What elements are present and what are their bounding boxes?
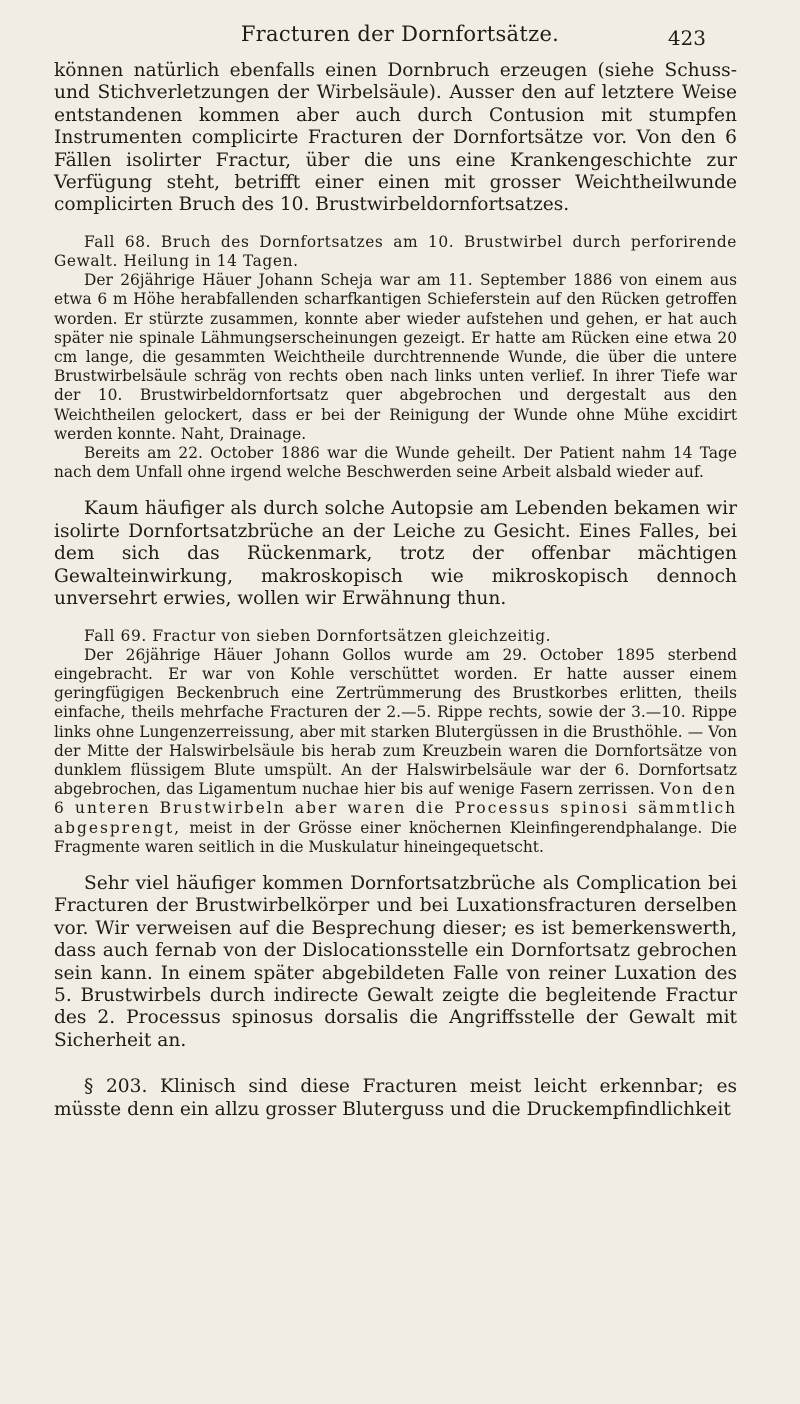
autopsy-paragraph: Kaum häufiger als durch solche Autopsie am Lebenden bekamen wir isolirte Dornfortsatzbrüche an der Leiche zu Gesicht. Eines Falles, bei dem sich das Rückenmark, trotz der offenbar mächtigen Gewalteinwirkung, makroskopisch wie mikroskopisch dennoch unversehrt erwies, wollen wir Erwähnung thun. <box>54 498 737 610</box>
case-69-text-after: meist in der Grösse einer knöchernen Kleinfingerendphalange. Die Fragmente waren seitlich in die Muskulatur hineingequetscht. <box>54 818 737 856</box>
section-203-paragraph: § 203. Klinisch sind diese Fracturen meist leicht erkennbar; es müsste denn ein allzu grosser Bluterguss und die Druckempfindlichkeit <box>54 1076 737 1120</box>
complication-paragraph: Sehr viel häufiger kommen Dornfortsatzbrüche als Complication bei Fracturen der Brustwirbelkörper und bei Luxationsfracturen derselben vor. Wir verweisen auf die Besprechung dieser; es ist bemerkenswerth, dass auch fernab von der Dislocationsstelle ein Dornfortsatz gebrochen sein kann. In einem später abgebildeten Falle von reiner Luxation des 5. Brustwirbels durch indirecte Gewalt zeigte die begleitende Fractur des 2. Processus spinosus dorsalis die Angriffsstelle der Gewalt mit Sicherheit an. <box>54 872 737 1051</box>
case-68-title: Fall 68. Bruch des Dornfortsatzes am 10. Brustwirbel durch perforirende Gewalt. Heilung in 14 Tagen. <box>54 232 737 271</box>
case-68-paragraph-2: Bereits am 22. October 1886 war die Wunde geheilt. Der Patient nahm 14 Tage nach dem Unfall ohne irgend welche Beschwerden seine Arbeit alsbald wieder auf. <box>54 444 737 482</box>
page-body <box>54 60 737 1121</box>
page-header <box>0 22 800 52</box>
running-title: Fracturen der Dornfortsätze. <box>240 22 560 46</box>
intro-paragraph: können natürlich ebenfalls einen Dornbruch erzeugen (siehe Schuss- und Stichverletzungen der Wirbelsäule). Ausser den auf letztere Weise entstandenen kommen aber auch durch Contusion mit stumpfen Instrumenten complicirte Fracturen der Dornfortsätze vor. Von den 6 Fällen isolirter Fractur, über die uns eine Krankengeschichte zur Verfügung steht, betrifft einer einen mit grosser Weichtheilwunde complicirten Bruch des 10. Brustwirbeldornfortsatzes. <box>54 60 737 216</box>
case-69-emphasis: Von den 6 unteren Brustwirbeln aber waren die Processus spinosi sämmtlich abgesprengt, <box>54 780 737 837</box>
case-69-title: Fall 69. Fractur von sieben Dornfortsätzen gleichzeitig. <box>84 626 552 645</box>
case-69-paragraph <box>54 646 737 857</box>
case-69-text-before: Der 26jährige Häuer Johann Gollos wurde am 29. October 1895 sterbend eingebracht. Er war von Kohle verschüttet worden. Er hatte ausser einem geringfügigen Beckenbruch eine Zertrümmerung des Brustkorbes erlitten, theils einfache, theils mehrfache Fracturen der 2.—5. Rippe rechts, sowie der 3.—10. Rippe links ohne Lungenzerreissung, aber mit starken Blutergüssen in die Brusthöhle. — Von der Mitte der Halswirbelsäule bis herab zum Kreuzbein waren die Dornfortsätze von dunklem flüssigem Blute umspült. An der Halswirbelsäule war der 6. Dornfortsatz abgebrochen, das Ligamentum nuchae hier bis auf wenige Fasern zerrissen. <box>54 645 737 799</box>
case-68-paragraph-1: Der 26jährige Häuer Johann Scheja war am 11. September 1886 von einem aus etwa 6 m Höhe herabfallenden scharfkantigen Schieferstein auf den Rücken getroffen worden. Er stürzte zusammen, konnte aber wieder aufstehen und gehen, er hat auch später nie spinale Lähmungserscheinungen gezeigt. Er hatte am Rücken eine etwa 20 cm lange, die gesammten Weichtheile durchtrennende Wunde, die über die untere Brustwirbelsäule schräg von rechts oben nach links unten verlief. In ihrer Tiefe war der 10. Brustwirbeldornfortsatz quer abgebrochen und dergestalt aus den Weichtheilen gelockert, dass er bei der Reinigung der Wunde ohne Mühe excidirt werden konnte. Naht, Drainage. <box>54 271 737 443</box>
page-number: 423 <box>667 26 706 50</box>
